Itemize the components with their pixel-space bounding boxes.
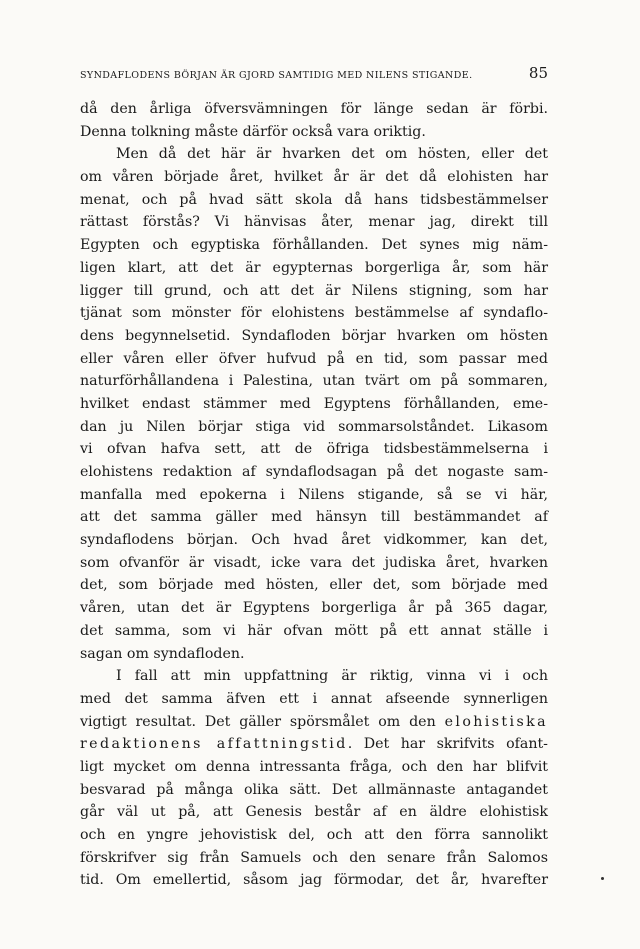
text-line: går väl ut på, att Genesis består af en äldre elohistisk xyxy=(80,804,548,821)
text-line: ligger till grund, och att det är Nilens stigning, som har xyxy=(80,282,548,299)
text-line: tjänat som mönster för elohistens bestämmelse af syndaflo- xyxy=(80,305,548,322)
text-line: det, som började med hösten, eller det, som började med xyxy=(80,577,548,594)
spaced-word: redaktionens affattningstid xyxy=(80,736,348,753)
text-line: Men då det här är hvarken det om hösten, eller det xyxy=(116,146,548,163)
text-line: med det samma äfven ett i annat afseende synnerligen xyxy=(80,690,548,707)
spaced-word: elohistiska xyxy=(444,713,548,730)
text-line: ligen klart, att det är egypternas borgerliga år, som här xyxy=(80,259,548,276)
text-line: om våren började året, hvilket år är det då elohisten har xyxy=(80,169,548,186)
text-line: Egypten och egyptiska förhållanden. Det synes mig näm- xyxy=(80,237,548,254)
text-line: ligt mycket om denna intressanta fråga, och den har blifvit xyxy=(80,758,548,775)
text-line: syndaflodens början. Och hvad året vidkommer, kan det, xyxy=(80,532,548,549)
body-text xyxy=(80,98,548,892)
text-segment: vigtigt resultat. Det gäller spörsmålet om den xyxy=(80,713,436,730)
page-number: 85 xyxy=(528,64,548,82)
text-line: I fall att min uppfattning är riktig, vinna vi i och xyxy=(116,668,548,685)
text-line: att det samma gäller med hänsyn till bestämmandet af xyxy=(80,509,548,526)
text-line: eller våren eller öfver hufvud på en tid, som passar med xyxy=(80,350,548,367)
text-line: och en yngre jehovistisk del, och att den förra sannolikt xyxy=(80,827,548,843)
text-line: då den årliga öfversvämningen för länge sedan är förbi. xyxy=(80,101,548,117)
text-line: våren, utan det är Egyptens borgerliga år på 365 dagar, xyxy=(80,600,548,617)
text-line: tid. Om emellertid, såsom jag förmodar, det år, hvarefter xyxy=(80,872,548,889)
text-line: elohistens redaktion af syndaflodsagan på det nogaste sam- xyxy=(80,464,548,480)
text-line: menat, och på hvad sätt skola då hans tidsbestämmelser xyxy=(80,191,548,208)
text-segment: . Det har skrifvits ofant- xyxy=(347,736,548,753)
running-title: SYNDAFLODENS BÖRJAN ÄR GJORD SAMTIDIG MED NILENS STIGANDE. xyxy=(80,70,473,81)
text-line: som ofvanför är visadt, icke vara det judiska året, hvarken xyxy=(80,554,548,571)
margin-speck xyxy=(601,877,604,880)
text-line: vi ofvan hafva sett, att de öfriga tidsbestämmelserna i xyxy=(80,441,548,458)
text-line: dan ju Nilen börjar stiga vid sommarsolståndet. Likasom xyxy=(80,418,548,435)
text-line: förskrifver sig från Samuels och den senare från Salomos xyxy=(80,849,548,866)
text-line: hvilket endast stämmer med Egyptens förhållanden, eme- xyxy=(80,395,548,412)
text-line: besvarad på många olika sätt. Det allmännaste antagandet xyxy=(80,781,548,798)
page-header xyxy=(80,64,548,92)
text-line: sagan om syndafloden. xyxy=(80,645,245,662)
text-line: manfalla med epokerna i Nilens stigande, så se vi här, xyxy=(80,486,548,503)
text-line: det samma, som vi här ofvan mött på ett annat ställe i xyxy=(80,622,548,639)
text-line: naturförhållandena i Palestina, utan tvärt om på sommaren, xyxy=(80,373,548,390)
text-line-with-spaced-word xyxy=(80,711,548,734)
text-line-with-spaced-word xyxy=(80,733,548,756)
text-line: Denna tolkning måste därför också vara oriktig. xyxy=(80,123,426,140)
text-line: rättast förstås? Vi hänvisas åter, menar jag, direkt till xyxy=(80,214,548,231)
text-line: dens begynnelsetid. Syndafloden börjar hvarken om hösten xyxy=(80,327,548,344)
book-page xyxy=(80,64,548,892)
